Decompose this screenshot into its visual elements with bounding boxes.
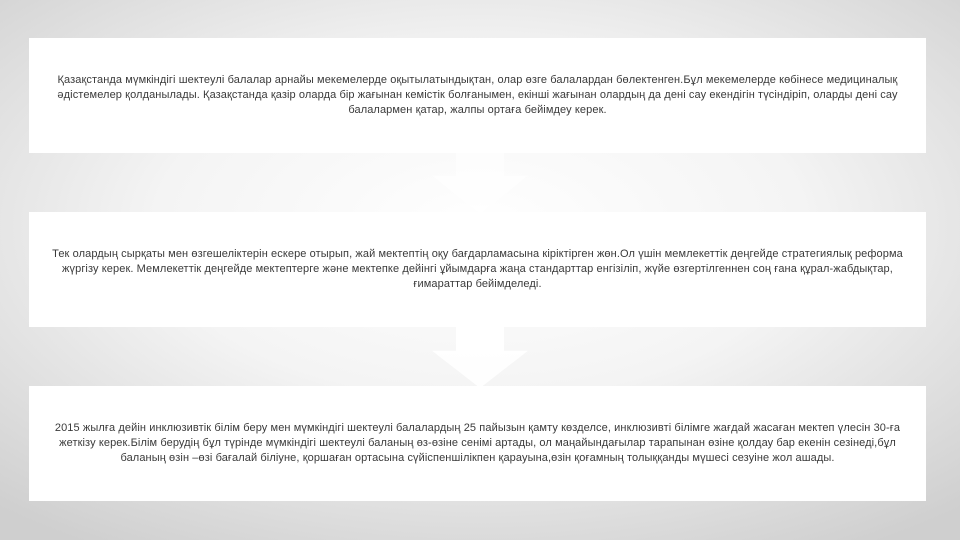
text-block-1 xyxy=(29,38,926,153)
down-arrow-icon xyxy=(432,326,528,388)
text-block-3 xyxy=(29,386,926,501)
text-block-3-content: 2015 жылға дейін инклюзивтік білім беру мен мүмкіндігі шектеулі балалардың 25 пайызын қамту көзделсе, инклюзивті білімге жағдай жасаған мектеп үлесін 30-ға жеткізу керек.Білім берудің бұл түрінде мүмкіндігі шектеулі баланың өз-өзіне сенімі артады, ол маңайындағылар тарапынан өзіне қолдау бар екенін сезінеді,бұл баланың өзін –өзі бағалай біліуне, қоршаған ортасына сүйіспеншілікпен қарауына,өзін қоғамның толыққанды мүшесі сезуіне жол ашады. xyxy=(54,422,901,464)
text-block-2 xyxy=(29,212,926,327)
text-block-1-content: Қазақстанда мүмкіндігі шектеулі балалар арнайы мекемелерде оқытылатындықтан, олар өзге балалардан бөлектенген.Бұл мекемелерде көбінесе медициналық әдістемелер қолданылады. Қазақстанда қазір оларда бір жағынан кемістік болғанымен, екінші жағынан олардың да дені сау екендігін түсіндіріп, оларды дені сау балалармен қатар, жалпы ортаға бейімдеу керек. xyxy=(57,74,898,116)
text-block-2-content: Тек олардың сырқаты мен өзгешеліктерін ескере отырып, жай мектептің оқу бағдарламасына кіріктірген жөн.Ол үшін мемлекеттік деңгейде стратегиялық реформа жүргізу керек. Мемлекеттік деңгейде мектептерге және мектепке дейінгі ұйымдарға жаңа стандарттар енгізіліп, жүйе өзгертілгеннен соң ғана құрал-жабдықтар, ғимараттар бейімделеді. xyxy=(52,248,903,290)
down-arrow-icon xyxy=(432,150,528,214)
